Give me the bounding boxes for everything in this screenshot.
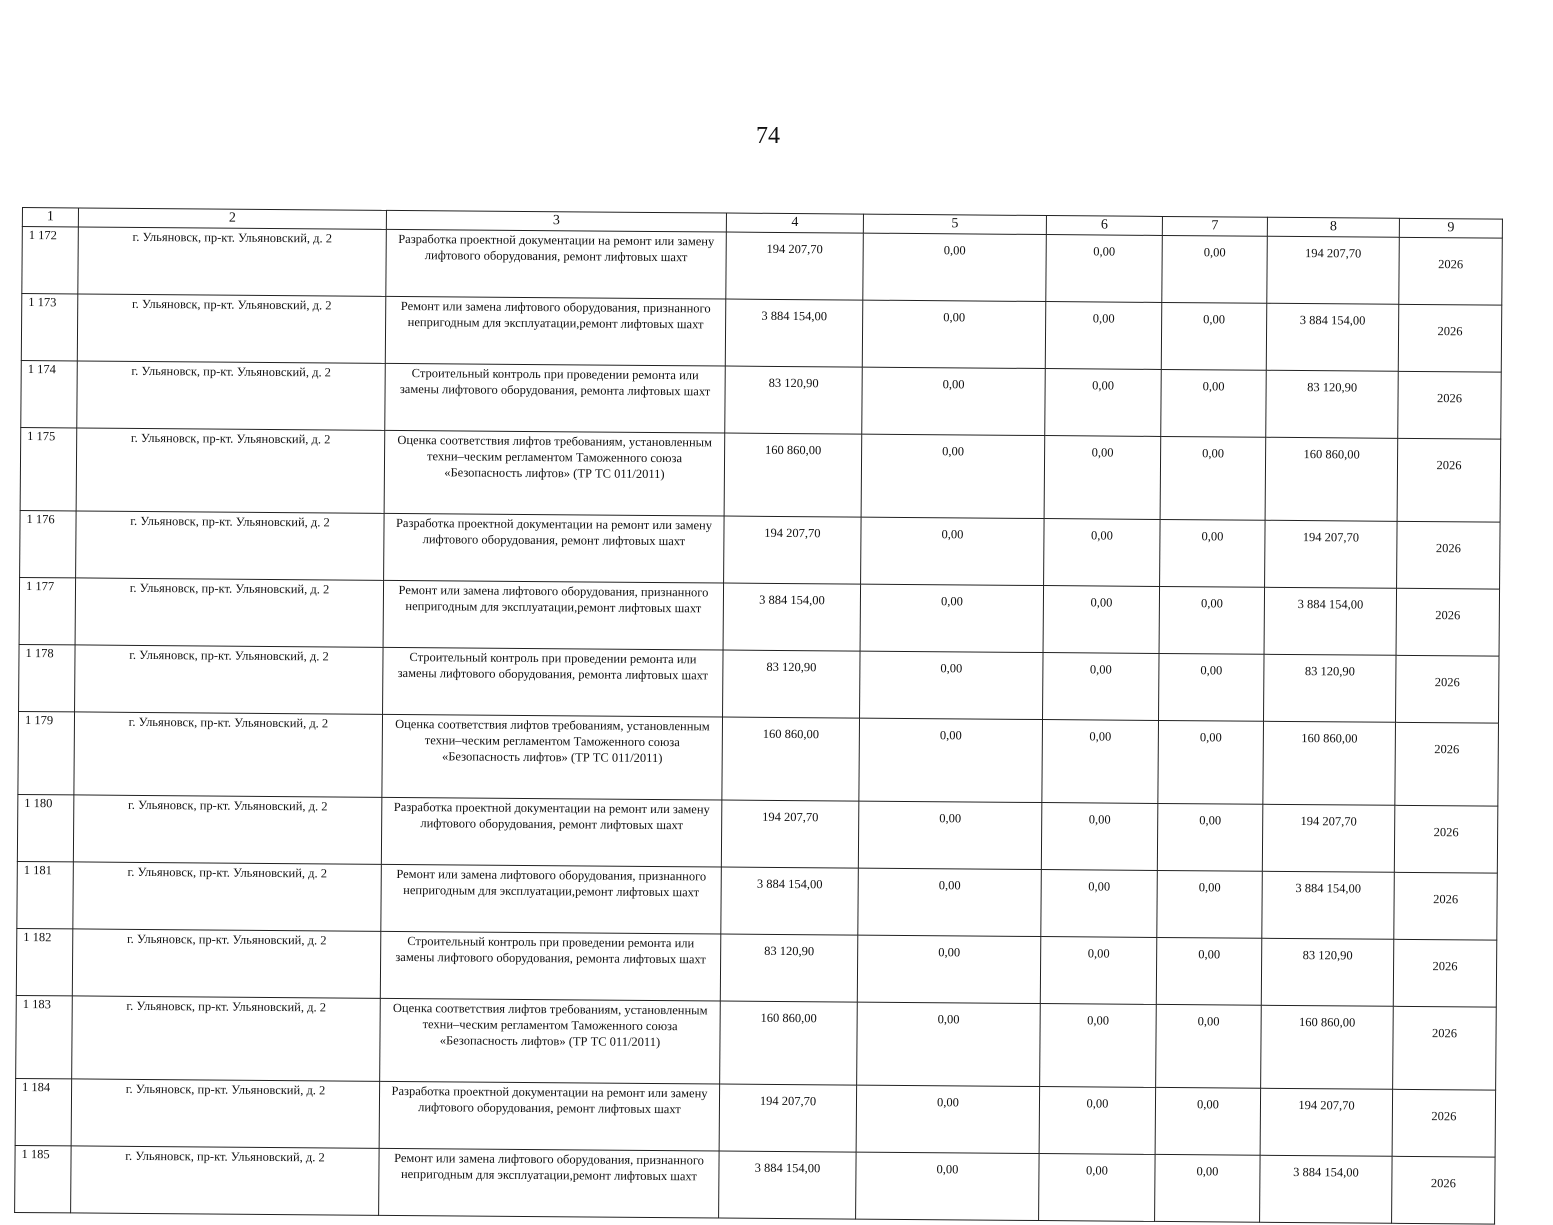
work-cell: Ремонт или замена лифтового оборудования, признанного непригодным для эксплуатации,ремонт лифтовых шахт bbox=[381, 864, 722, 934]
table-row bbox=[15, 1078, 1495, 1157]
year-cell: 2026 bbox=[1398, 371, 1502, 439]
value-cell: 0,00 bbox=[1159, 586, 1265, 654]
value-cell: 0,00 bbox=[1156, 1004, 1262, 1088]
header-cell: 5 bbox=[863, 214, 1046, 234]
year-cell: 2026 bbox=[1397, 438, 1501, 522]
value-cell: 0,00 bbox=[857, 1002, 1041, 1086]
value-cell: 0,00 bbox=[860, 584, 1044, 652]
value-cell: 0,00 bbox=[1161, 369, 1267, 437]
table-row bbox=[21, 294, 1501, 373]
value-cell: 0,00 bbox=[1039, 1154, 1156, 1222]
value-cell: 83 120,90 bbox=[1263, 654, 1396, 722]
value-cell: 0,00 bbox=[1161, 302, 1267, 370]
value-cell: 0,00 bbox=[1045, 302, 1162, 370]
table-row bbox=[21, 360, 1501, 439]
address-cell: г. Ульяновск, пр-кт. Ульяновский, д. 2 bbox=[71, 1146, 380, 1215]
row-number: 1 184 bbox=[15, 1078, 72, 1145]
value-cell: 0,00 bbox=[1157, 870, 1263, 938]
table-row bbox=[20, 510, 1500, 589]
address-cell: г. Ульяновск, пр-кт. Ульяновский, д. 2 bbox=[76, 428, 385, 513]
value-cell: 194 207,70 bbox=[1262, 804, 1395, 872]
value-cell: 0,00 bbox=[1160, 436, 1266, 520]
value-cell: 0,00 bbox=[1162, 235, 1268, 303]
value-cell: 0,00 bbox=[859, 718, 1043, 802]
year-cell: 2026 bbox=[1395, 722, 1499, 806]
value-cell: 0,00 bbox=[1041, 803, 1158, 871]
value-cell: 83 120,90 bbox=[1266, 370, 1399, 438]
value-cell: 194 207,70 bbox=[724, 516, 862, 584]
value-cell: 0,00 bbox=[1040, 937, 1157, 1005]
work-cell: Разработка проектной документации на ремонт или замену лифтового оборудования, ремонт лифтовых шахт bbox=[384, 513, 725, 583]
value-cell: 160 860,00 bbox=[720, 1001, 858, 1085]
page-number: 74 bbox=[756, 123, 780, 149]
year-cell: 2026 bbox=[1393, 939, 1497, 1007]
value-cell: 0,00 bbox=[1160, 519, 1266, 587]
work-cell: Оценка соответствия лифтов требованиям, установленным техни–ческим регламентом Таможенного союза «Безопасность лифтов» (ТР ТС 011/2011) bbox=[380, 998, 721, 1084]
value-cell: 0,00 bbox=[1157, 803, 1263, 871]
value-cell: 194 207,70 bbox=[1267, 236, 1400, 304]
row-number: 1 180 bbox=[17, 794, 74, 861]
value-cell: 0,00 bbox=[1045, 369, 1162, 437]
work-cell: Строительный контроль при проведении ремонта или замены лифтового оборудования, ремонта лифтовых шахт bbox=[383, 647, 724, 717]
address-cell: г. Ульяновск, пр-кт. Ульяновский, д. 2 bbox=[77, 361, 386, 430]
table-row bbox=[18, 711, 1499, 806]
value-cell: 3 884 154,00 bbox=[1260, 1155, 1393, 1223]
table-row bbox=[16, 995, 1497, 1090]
year-cell: 2026 bbox=[1392, 1089, 1496, 1157]
value-cell: 0,00 bbox=[1044, 436, 1161, 520]
address-cell: г. Ульяновск, пр-кт. Ульяновский, д. 2 bbox=[72, 996, 381, 1081]
work-cell: Строительный контроль при проведении ремонта или замены лифтового оборудования, ремонта лифтовых шахт bbox=[380, 931, 721, 1001]
header-cell: 1 bbox=[22, 208, 78, 227]
year-cell: 2026 bbox=[1396, 588, 1500, 656]
value-cell: 0,00 bbox=[862, 367, 1046, 435]
value-cell: 0,00 bbox=[858, 801, 1042, 869]
address-cell: г. Ульяновск, пр-кт. Ульяновский, д. 2 bbox=[74, 712, 383, 797]
header-cell: 4 bbox=[726, 213, 863, 233]
row-number: 1 172 bbox=[22, 227, 79, 294]
value-cell: 0,00 bbox=[1044, 519, 1161, 587]
value-cell: 160 860,00 bbox=[722, 717, 860, 801]
value-cell: 0,00 bbox=[1043, 653, 1160, 721]
address-cell: г. Ульяновск, пр-кт. Ульяновский, д. 2 bbox=[78, 227, 387, 296]
value-cell: 0,00 bbox=[856, 1085, 1040, 1153]
work-cell: Оценка соответствия лифтов требованиям, установленным техни–ческим регламентом Таможенного союза «Безопасность лифтов» (ТР ТС 011/2011) bbox=[382, 714, 723, 800]
year-cell: 2026 bbox=[1395, 655, 1499, 723]
table-row bbox=[19, 644, 1499, 723]
value-cell: 0,00 bbox=[857, 935, 1041, 1003]
value-cell: 194 207,70 bbox=[1265, 520, 1398, 588]
value-cell: 3 884 154,00 bbox=[719, 1151, 857, 1219]
value-cell: 83 120,90 bbox=[1261, 938, 1394, 1006]
work-cell: Ремонт или замена лифтового оборудования, признанного непригодным для эксплуатации,ремонт лифтовых шахт bbox=[379, 1148, 720, 1218]
value-cell: 83 120,90 bbox=[723, 650, 861, 718]
header-cell: 8 bbox=[1267, 217, 1399, 237]
value-cell: 160 860,00 bbox=[1263, 721, 1396, 805]
address-cell: г. Ульяновск, пр-кт. Ульяновский, д. 2 bbox=[72, 929, 381, 998]
row-number: 1 178 bbox=[19, 644, 76, 711]
address-cell: г. Ульяновск, пр-кт. Ульяновский, д. 2 bbox=[73, 862, 382, 931]
work-cell: Ремонт или замена лифтового оборудования, признанного непригодным для эксплуатации,ремонт лифтовых шахт bbox=[385, 296, 726, 366]
value-cell: 3 884 154,00 bbox=[1266, 303, 1399, 371]
table-row bbox=[17, 861, 1497, 940]
value-cell: 3 884 154,00 bbox=[1264, 587, 1397, 655]
value-cell: 0,00 bbox=[1155, 1154, 1261, 1222]
work-cell: Разработка проектной документации на ремонт или замену лифтового оборудования, ремонт лифтовых шахт bbox=[381, 797, 722, 867]
address-cell: г. Ульяновск, пр-кт. Ульяновский, д. 2 bbox=[71, 1079, 380, 1148]
value-cell: 194 207,70 bbox=[721, 800, 859, 868]
address-cell: г. Ульяновск, пр-кт. Ульяновский, д. 2 bbox=[77, 294, 386, 363]
row-number: 1 173 bbox=[21, 294, 78, 361]
year-cell: 2026 bbox=[1393, 1006, 1497, 1090]
year-cell: 2026 bbox=[1394, 872, 1498, 940]
header-cell: 9 bbox=[1399, 218, 1502, 238]
year-cell: 2026 bbox=[1397, 521, 1501, 589]
row-number: 1 176 bbox=[20, 510, 77, 577]
table-row bbox=[15, 1145, 1495, 1224]
work-cell: Разработка проектной документации на ремонт или замену лифтового оборудования, ремонт лифтовых шахт bbox=[379, 1081, 720, 1151]
value-cell: 3 884 154,00 bbox=[721, 867, 859, 935]
header-cell: 3 bbox=[386, 210, 726, 232]
row-number: 1 179 bbox=[18, 711, 75, 794]
value-cell: 160 860,00 bbox=[1261, 1005, 1394, 1089]
row-number: 1 175 bbox=[20, 427, 77, 510]
year-cell: 2026 bbox=[1398, 304, 1502, 372]
value-cell: 0,00 bbox=[1156, 937, 1262, 1005]
table-row bbox=[16, 928, 1496, 1007]
work-cell: Разработка проектной документации на ремонт или замену лифтового оборудования, ремонт лифтовых шахт bbox=[386, 229, 727, 299]
address-cell: г. Ульяновск, пр-кт. Ульяновский, д. 2 bbox=[76, 511, 385, 580]
value-cell: 0,00 bbox=[1159, 653, 1265, 721]
table-row bbox=[20, 427, 1501, 522]
year-cell: 2026 bbox=[1394, 805, 1498, 873]
value-cell: 0,00 bbox=[1043, 586, 1160, 654]
value-cell: 194 207,70 bbox=[726, 232, 864, 300]
value-cell: 0,00 bbox=[858, 868, 1042, 936]
work-cell: Строительный контроль при проведении ремонта или замены лифтового оборудования, ремонта лифтовых шахт bbox=[385, 363, 726, 433]
row-number: 1 182 bbox=[16, 928, 73, 995]
value-cell: 3 884 154,00 bbox=[1262, 871, 1395, 939]
value-cell: 0,00 bbox=[860, 651, 1044, 719]
value-cell: 0,00 bbox=[861, 517, 1045, 585]
table-row bbox=[17, 794, 1497, 873]
value-cell: 0,00 bbox=[1041, 870, 1158, 938]
row-number: 1 185 bbox=[15, 1145, 72, 1212]
value-cell: 0,00 bbox=[1042, 720, 1159, 804]
value-cell: 0,00 bbox=[1040, 1004, 1157, 1088]
header-cell: 2 bbox=[78, 208, 386, 229]
works-table bbox=[14, 207, 1503, 1225]
year-cell: 2026 bbox=[1399, 237, 1503, 305]
value-cell: 194 207,70 bbox=[1260, 1088, 1393, 1156]
value-cell: 0,00 bbox=[861, 434, 1045, 518]
table-row bbox=[19, 577, 1499, 656]
document-table-container bbox=[14, 207, 1502, 1225]
value-cell: 0,00 bbox=[856, 1152, 1040, 1220]
address-cell: г. Ульяновск, пр-кт. Ульяновский, д. 2 bbox=[75, 645, 384, 714]
value-cell: 160 860,00 bbox=[724, 433, 862, 517]
address-cell: г. Ульяновск, пр-кт. Ульяновский, д. 2 bbox=[73, 795, 382, 864]
value-cell: 83 120,90 bbox=[720, 934, 858, 1002]
value-cell: 0,00 bbox=[1155, 1087, 1261, 1155]
header-cell: 6 bbox=[1046, 216, 1162, 236]
row-number: 1 181 bbox=[17, 861, 74, 928]
work-cell: Оценка соответствия лифтов требованиям, установленным техни–ческим регламентом Таможенного союза «Безопасность лифтов» (ТР ТС 011/2011) bbox=[384, 430, 725, 516]
value-cell: 0,00 bbox=[863, 233, 1047, 301]
row-number: 1 183 bbox=[16, 995, 73, 1078]
value-cell: 194 207,70 bbox=[719, 1084, 857, 1152]
value-cell: 0,00 bbox=[1039, 1087, 1156, 1155]
year-cell: 2026 bbox=[1392, 1156, 1496, 1224]
work-cell: Ремонт или замена лифтового оборудования, признанного непригодным для эксплуатации,ремонт лифтовых шахт bbox=[383, 580, 724, 650]
value-cell: 0,00 bbox=[1046, 235, 1163, 303]
value-cell: 160 860,00 bbox=[1265, 437, 1398, 521]
value-cell: 0,00 bbox=[1158, 720, 1264, 804]
row-number: 1 174 bbox=[21, 360, 78, 427]
value-cell: 3 884 154,00 bbox=[723, 583, 861, 651]
value-cell: 83 120,90 bbox=[725, 366, 863, 434]
header-cell: 7 bbox=[1162, 216, 1267, 236]
address-cell: г. Ульяновск, пр-кт. Ульяновский, д. 2 bbox=[75, 578, 384, 647]
value-cell: 0,00 bbox=[862, 300, 1046, 368]
row-number: 1 177 bbox=[19, 577, 76, 644]
table-row bbox=[22, 227, 1502, 306]
value-cell: 3 884 154,00 bbox=[725, 299, 863, 367]
